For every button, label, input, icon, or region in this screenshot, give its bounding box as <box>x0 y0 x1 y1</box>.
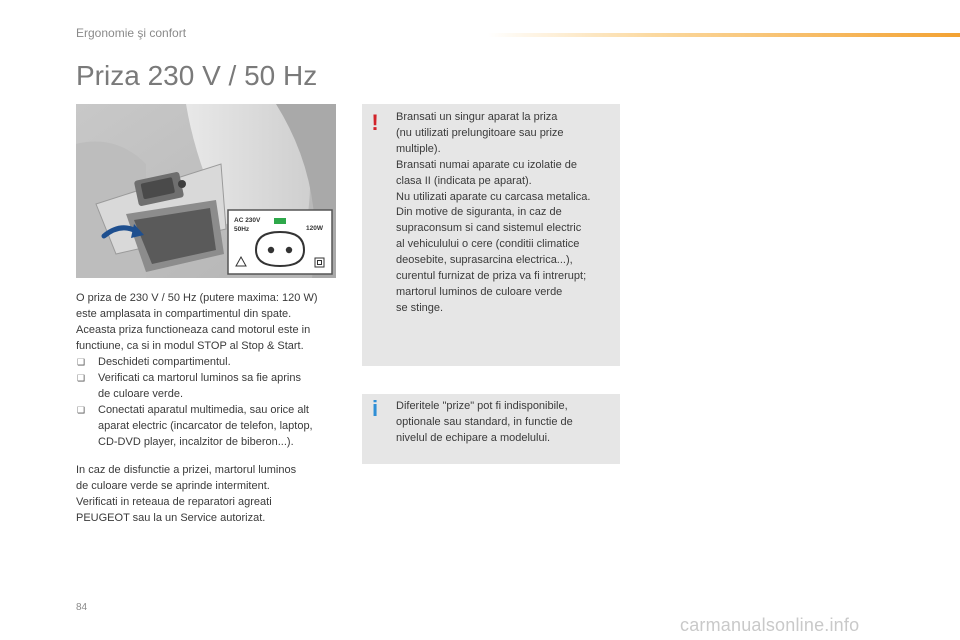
page-title: Priza 230 V / 50 Hz <box>76 60 318 91</box>
warning-line: deosebite, suprasarcina electrica...), <box>396 254 573 267</box>
warning-exclamation-icon: ! <box>371 110 379 135</box>
step-line: aparat electric (incarcator de telefon, laptop, <box>98 420 313 432</box>
steps-list <box>76 354 340 450</box>
label-ac-230v: AC 230V <box>234 217 261 224</box>
intro-line: Aceasta priza functioneaza cand motorul este in <box>76 324 311 336</box>
warning-line: Bransati un singur aparat la priza <box>396 111 558 123</box>
warning-line: al vehiculului o cere (conditii climatice <box>396 238 580 251</box>
step-line: CD-DVD player, incalzitor de biberon...). <box>98 436 294 448</box>
header-accent-line <box>488 33 960 37</box>
warning-line: multiple). <box>396 142 441 155</box>
warning-line: martorul luminos de culoare verde <box>396 285 563 298</box>
step-line: Conectati aparatul multimedia, sau orice alt <box>98 404 309 416</box>
info-line: nivelul de echipare a modelului. <box>396 432 551 444</box>
list-item <box>76 402 340 450</box>
info-box <box>362 394 620 464</box>
label-120w: 120W <box>306 225 323 232</box>
checkbox-bullet-icon: ❑ <box>77 373 86 383</box>
label-50hz: 50Hz <box>234 226 250 233</box>
main-description <box>76 290 340 450</box>
info-icon: i <box>371 396 379 421</box>
info-text <box>396 398 618 446</box>
intro-line: functiune, ca si in modul STOP al Stop & Start. <box>76 340 304 352</box>
intro-paragraph <box>76 290 340 354</box>
fault-paragraph <box>76 462 340 526</box>
step-line: Verificati ca martorul luminos sa fie aprins <box>98 372 301 384</box>
warning-line: Nu utilizati aparate cu carcasa metalica. <box>396 190 591 203</box>
warning-box <box>362 104 620 366</box>
list-item <box>76 354 340 370</box>
watermark: carmanualsonline.info <box>680 615 860 635</box>
fault-line: de culoare verde se aprinde intermitent. <box>76 480 270 492</box>
intro-line: O priza de 230 V / 50 Hz (putere maxima: 120 W) <box>76 292 318 304</box>
warning-line: curentul furnizat de priza va fi intrerupt; <box>396 270 587 283</box>
list-item <box>76 370 340 402</box>
warning-line: se stinge. <box>396 301 444 314</box>
info-line: Diferitele "prize" pot fi indisponibile, <box>396 400 568 412</box>
warning-line: (nu utilizati prelungitoare sau prize <box>396 126 564 139</box>
info-line: optionale sau standard, in functie de <box>396 416 573 428</box>
warning-line: supraconsum si cand sistemul electric <box>396 222 582 235</box>
warning-line: Din motive de siguranta, in caz de <box>396 206 562 219</box>
intro-line: este amplasata in compartimentul din spate. <box>76 308 292 320</box>
fault-line: In caz de disfunctie a prizei, martorul luminos <box>76 464 297 476</box>
header-title: Ergonomie şi confort <box>76 26 187 40</box>
warning-line: clasa II (indicata pe aparat). <box>396 174 532 187</box>
fault-line: Verificati in reteaua de reparatori agreati <box>76 496 272 508</box>
step-line: de culoare verde. <box>98 388 183 400</box>
checkbox-bullet-icon: ❑ <box>77 405 86 415</box>
socket-photo <box>76 104 336 278</box>
page-number: 84 <box>76 602 88 613</box>
fault-line: PEUGEOT sau la un Service autorizat. <box>76 512 266 524</box>
warning-text <box>396 110 618 317</box>
warning-line: Bransati numai aparate cu izolatie de <box>396 158 577 171</box>
checkbox-bullet-icon: ❑ <box>77 357 86 367</box>
step-line: Deschideti compartimentul. <box>98 356 231 368</box>
